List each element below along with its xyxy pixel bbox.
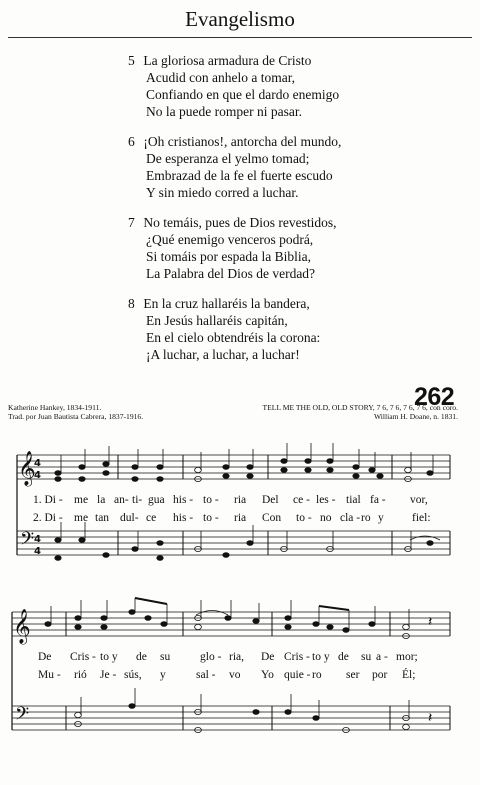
lyric-syllable: de (136, 651, 147, 663)
verse-line: ¡A luchar, a luchar, a luchar! (146, 347, 300, 362)
lyric-syllable: su (361, 651, 372, 663)
lyric-syllable: y (378, 512, 384, 524)
verse-text: No temáis, pues de Dios revestidos, (143, 215, 337, 230)
lyric-syllable: no (320, 512, 332, 524)
treble-clef-icon: 𝄞 (18, 451, 36, 486)
verse-line: Confiando en que el dardo enemigo (146, 87, 340, 102)
bass-staff-1 (17, 531, 450, 555)
verse-line: La Palabra del Dios de verdad? (146, 266, 316, 281)
notes-treble-1 (55, 443, 433, 482)
hymn-number: 262 (414, 383, 455, 411)
lyric-syllable: sús, (124, 669, 142, 681)
lyric-syllable: a - (376, 651, 388, 663)
lyric-syllable: ria, (229, 651, 245, 663)
lyric-syllable: me (74, 512, 89, 524)
svg-text:4: 4 (34, 470, 41, 481)
author-credit: Katherine Hankey, 1834-1911. (8, 403, 102, 412)
verse-number: 5 (128, 53, 135, 68)
lyric-syllable: gua (148, 494, 165, 506)
lyric-syllable: Cris - (70, 651, 96, 663)
lyric-syllable: tan (95, 512, 110, 524)
lyric-syllable: glo - (200, 651, 222, 663)
lyric-syllable: ro (312, 669, 322, 681)
lyric-syllable: quie - (284, 669, 311, 681)
lyric-syllable: Con (262, 512, 282, 524)
lyric-syllable: Del (262, 494, 279, 506)
verse-line: En Jesús hallaréis capitán, (146, 313, 288, 328)
lyric-syllable: tial (346, 494, 361, 506)
translator-credit: Trad. por Juan Bautista Cabrera, 1837-1916. (8, 412, 144, 421)
verse-line: En el cielo obtendréis la corona: (146, 330, 321, 345)
lyric-syllable: ser (346, 669, 360, 681)
lyric-syllable: to - (296, 512, 312, 524)
verse-number: 6 (128, 134, 135, 149)
verse-line: De esperanza el yelmo tomad; (146, 151, 310, 166)
lyric-syllable: an- (114, 494, 129, 506)
rest-icon: 𝄽 (428, 614, 433, 630)
lyric-syllable: de (338, 651, 349, 663)
lyric-syllable: y (160, 669, 166, 681)
lyric-syllable: ti- (132, 494, 143, 506)
lyric-syllable: to - (203, 512, 219, 524)
notes-bass-2 (75, 688, 433, 733)
lyric-syllable: Yo (261, 669, 274, 681)
lyric-syllable: ria (234, 494, 247, 506)
lyric-syllable: Mu - (38, 669, 61, 681)
rest-icon: 𝄽 (428, 710, 433, 726)
lyric-syllable: sal - (196, 669, 216, 681)
verse-number: 7 (128, 215, 135, 230)
time-signature: 4 (34, 458, 41, 469)
verse-text: ¡Oh cristianos!, antorcha del mundo, (143, 134, 342, 149)
treble-clef-icon: 𝄞 (13, 609, 31, 644)
lyric-syllable: De (38, 651, 52, 663)
lyric-syllable: to - (203, 494, 219, 506)
lyric-syllable: Él; (402, 669, 416, 681)
lyric-syllable: 2. Di - (33, 512, 63, 524)
lyric-syllable: ce (146, 512, 157, 524)
lyric-syllable: to y (100, 651, 118, 663)
svg-text:4: 4 (34, 546, 41, 557)
composer-credit: William H. Doane, n. 1831. (373, 412, 458, 421)
verse-number: 8 (128, 296, 135, 311)
lyric-syllable: me (74, 494, 89, 506)
section-title: Evangelismo (185, 7, 295, 31)
verse-line: Y sin miedo corred a luchar. (146, 185, 299, 200)
lyric-syllable: fiel: (412, 512, 431, 524)
lyric-syllable: 1. Di - (33, 494, 63, 506)
lyric-syllable: mor; (396, 651, 418, 663)
lyric-syllable: ce - (293, 494, 310, 506)
lyric-syllable: ro (361, 512, 371, 524)
lyric-syllable: ria (234, 512, 247, 524)
verse-line: Acudid con anhelo a tomar, (146, 70, 296, 85)
lyric-syllable: vor, (410, 494, 428, 506)
lyric-syllable: his - (173, 494, 194, 506)
lyric-syllable: to y (312, 651, 330, 663)
lyric-syllable: por (372, 669, 388, 681)
verse-line: Embrazad de la fe el fuerte escudo (146, 168, 333, 183)
lyric-syllable: vo (229, 669, 241, 681)
lyric-syllable: rió (74, 669, 87, 681)
lyric-syllable: les - (316, 494, 336, 506)
verse-line: Si tomáis por espada la Biblia, (146, 249, 311, 264)
bass-clef-icon: 𝄢 (20, 529, 35, 554)
lyric-syllable: la (97, 494, 106, 506)
verse-text: La gloriosa armadura de Cristo (143, 53, 312, 68)
verse-text: En la cruz hallaréis la bandera, (143, 296, 310, 311)
lyric-syllable: cla - (340, 512, 361, 524)
verse-line: ¿Qué enemigo venceros podrá, (146, 232, 314, 247)
lyric-syllable: Cris - (284, 651, 310, 663)
lyric-syllable: fa - (370, 494, 386, 506)
lyric-syllable: su (160, 651, 171, 663)
lyric-syllable: dul- (120, 512, 139, 524)
lyric-syllable: his - (173, 512, 194, 524)
tune-credit: TELL ME THE OLD, OLD STORY, 7 6, 7 6, 7 6, 7 6, con coro. (262, 403, 458, 412)
bass-clef-icon: 𝄢 (15, 704, 30, 729)
clefs-2 (13, 609, 31, 729)
lyric-syllable: Je - (100, 669, 117, 681)
lyric-syllable: De (261, 651, 275, 663)
verse-line: No la puede romper ni pasar. (146, 104, 302, 119)
svg-text:4: 4 (34, 534, 41, 545)
